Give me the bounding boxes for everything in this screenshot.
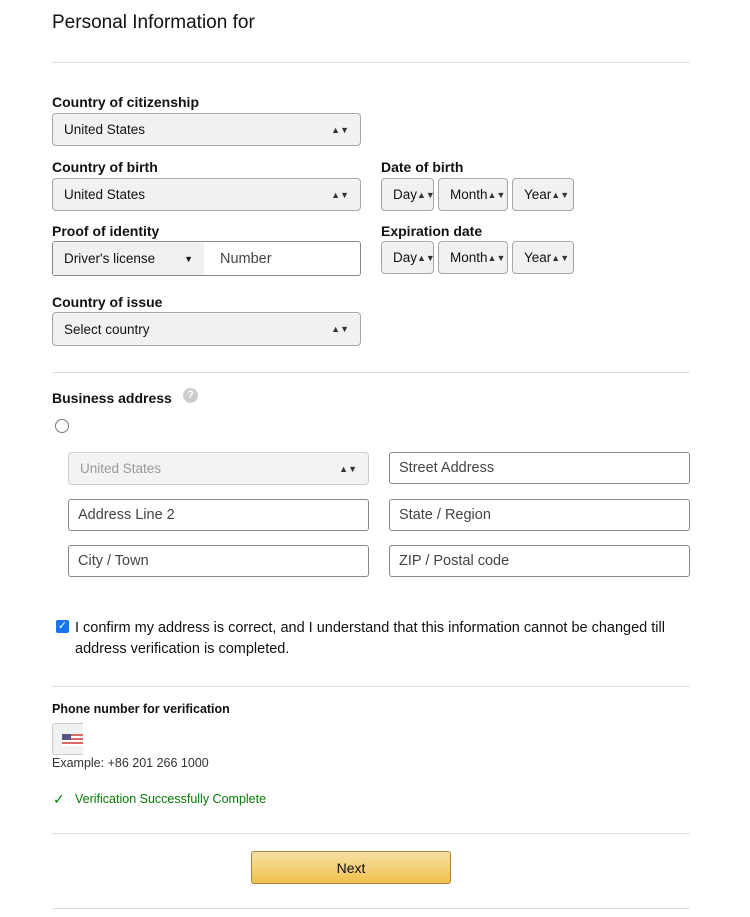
chevron-updown-icon: ▲▼ — [331, 124, 349, 135]
address-radio[interactable] — [55, 419, 69, 433]
citizenship-label: Country of citizenship — [52, 94, 199, 110]
chevron-updown-icon: ▲▼ — [487, 252, 506, 263]
issue-label: Country of issue — [52, 294, 163, 310]
divider — [52, 372, 690, 373]
dob-day-select[interactable] — [381, 178, 434, 211]
exp-month: Month — [450, 250, 488, 265]
page-title: Personal Information for — [52, 12, 255, 33]
divider — [52, 62, 690, 63]
check-icon: ✓ — [53, 791, 65, 807]
expiration-label: Expiration date — [381, 223, 483, 239]
dob-day: Day — [393, 187, 418, 202]
chevron-down-icon: ▼ — [184, 253, 193, 264]
chevron-updown-icon: ▲▼ — [331, 324, 349, 334]
citizenship-value: United States — [64, 122, 146, 137]
phone-label: Phone number for verification — [52, 702, 230, 716]
dob-month: Month — [450, 187, 488, 202]
dob-year: Year — [524, 187, 552, 202]
confirm-text: I confirm my address is correct, and I understand that this information cannot be changed till address verification is completed. — [75, 620, 665, 657]
exp-year: Year — [524, 250, 552, 265]
chevron-updown-icon: ▲▼ — [331, 189, 349, 200]
birth-country-label: Country of birth — [52, 159, 158, 175]
identity-field — [52, 241, 361, 276]
identity-label: Proof of identity — [52, 223, 160, 239]
chevron-updown-icon: ▲▼ — [417, 189, 435, 200]
identity-type: Driver's license — [64, 251, 156, 266]
street-address-input[interactable]: Street Address — [389, 452, 690, 484]
verification-status: Verification Successfully Complete — [75, 792, 267, 806]
citizenship-select[interactable] — [52, 113, 361, 146]
identity-type-select[interactable] — [53, 242, 204, 275]
address-country: United States — [80, 461, 162, 476]
exp-day: Day — [393, 250, 418, 265]
birth-country-select[interactable] — [52, 178, 361, 211]
confirm-checkbox[interactable]: ✓ — [57, 620, 68, 632]
dob-label: Date of birth — [381, 159, 464, 175]
chevron-updown-icon: ▲▼ — [417, 252, 435, 263]
chevron-updown-icon: ▲▼ — [339, 463, 357, 474]
chevron-updown-icon: ▲▼ — [551, 252, 570, 263]
dob-month-select[interactable] — [438, 178, 508, 211]
chevron-updown-icon: ▲▼ — [487, 189, 506, 200]
birth-country-value: United States — [64, 187, 146, 202]
next-button[interactable]: Next — [251, 851, 451, 884]
business-address-label: Business address — [52, 390, 172, 406]
zip-input[interactable]: ZIP / Postal code — [389, 545, 690, 577]
exp-year-select[interactable] — [512, 241, 574, 274]
us-flag-icon — [62, 734, 83, 746]
divider — [52, 833, 690, 834]
divider — [52, 908, 690, 909]
state-input[interactable]: State / Region — [389, 499, 690, 531]
phone-example: Example: +86 201 266 1000 — [52, 756, 209, 770]
country-code-select[interactable] — [52, 723, 83, 755]
issue-country-select[interactable] — [52, 312, 361, 346]
address-country-select[interactable] — [68, 452, 369, 485]
address-line2-input[interactable]: Address Line 2 — [68, 499, 369, 531]
exp-day-select[interactable] — [381, 241, 434, 274]
exp-month-select[interactable] — [438, 241, 508, 274]
chevron-updown-icon: ▲▼ — [551, 189, 570, 200]
identity-number-input[interactable]: Number — [220, 250, 272, 267]
city-input[interactable]: City / Town — [68, 545, 369, 577]
help-icon[interactable]: ? — [183, 388, 198, 403]
issue-country-value: Select country — [64, 321, 150, 337]
divider — [52, 686, 690, 687]
dob-year-select[interactable] — [512, 178, 574, 211]
